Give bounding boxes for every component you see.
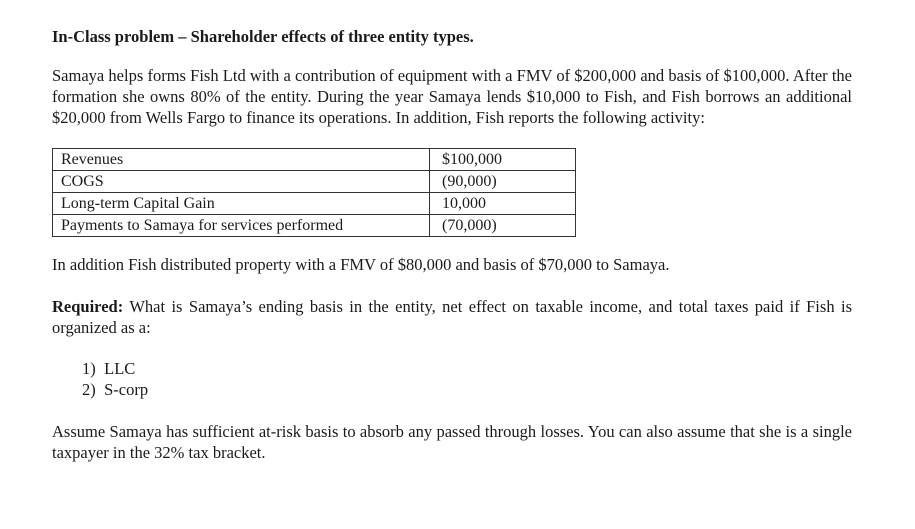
entity-label: LLC <box>104 359 136 378</box>
distribution-paragraph: In addition Fish distributed property with a FMV of $80,000 and basis of $70,000 to Samaya. <box>52 255 670 274</box>
activity-amount: $100,000 <box>430 149 576 171</box>
table-row <box>53 171 576 193</box>
list-item <box>82 379 852 400</box>
assumption-paragraph: Assume Samaya has sufficient at-risk basis to absorb any passed through losses. You can also assume that she is a single taxpayer in the 32% tax bracket. <box>52 422 852 462</box>
entity-list <box>52 358 852 400</box>
activity-table <box>52 148 576 237</box>
activity-label: Payments to Samaya for services performed <box>53 215 430 237</box>
required-text: What is Samaya’s ending basis in the entity, net effect on taxable income, and total taxes paid if Fish is organized as a: <box>52 297 852 337</box>
table-row <box>53 193 576 215</box>
activity-label: COGS <box>53 171 430 193</box>
table-row <box>53 149 576 171</box>
document-page <box>52 26 852 463</box>
activity-amount: (90,000) <box>430 171 576 193</box>
activity-amount: (70,000) <box>430 215 576 237</box>
table-row <box>53 215 576 237</box>
intro-paragraph: Samaya helps forms Fish Ltd with a contribution of equipment with a FMV of $200,000 and basis of $100,000. After the formation she owns 80% of the entity. During the year Samaya lends $10,000 to Fish, and Fish borrows an additional $20,000 from Wells Fargo to finance its operations. In addition, Fish reports the following activity: <box>52 66 852 127</box>
page-title: In-Class problem – Shareholder effects of three entity types. <box>52 27 474 46</box>
activity-label: Long-term Capital Gain <box>53 193 430 215</box>
list-number: 2) <box>82 380 96 399</box>
entity-label: S-corp <box>104 380 149 399</box>
required-label: Required: <box>52 297 124 316</box>
activity-amount: 10,000 <box>430 193 576 215</box>
list-number: 1) <box>82 359 96 378</box>
list-item <box>82 358 852 379</box>
activity-label: Revenues <box>53 149 430 171</box>
required-paragraph <box>52 296 852 338</box>
